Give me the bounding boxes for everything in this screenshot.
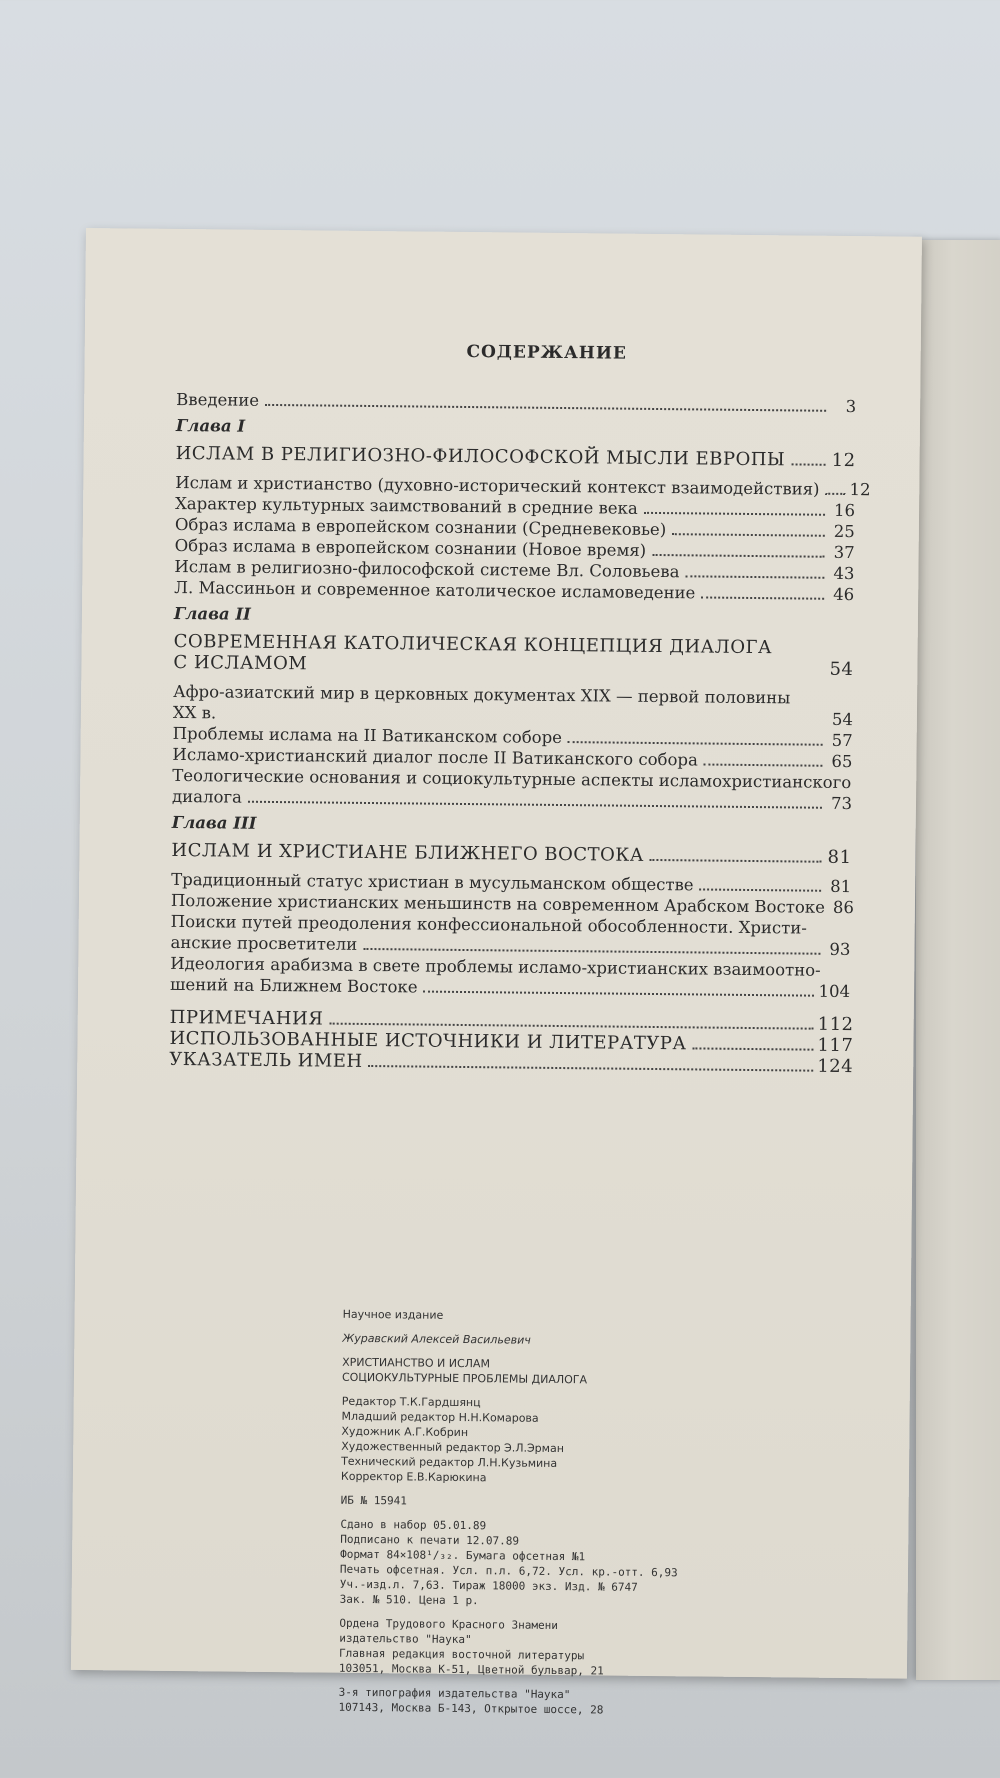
toc-entry-page: 12	[831, 449, 856, 472]
toc-entry-page: 25	[833, 521, 855, 542]
publisher-line: издательство "Наука"	[339, 1631, 472, 1647]
print-line: Уч.-изд.л. 7,63. Тираж 18000 экз. Изд. № 6747	[339, 1577, 638, 1594]
credit-line: Младший редактор Н.Н.Комарова	[341, 1409, 539, 1425]
toc-entry-page: 117	[817, 1034, 854, 1057]
book-title: ХРИСТИАНСТВО И ИСЛАМ	[342, 1355, 491, 1371]
print-line: Формат 84×108¹/₃₂. Бумага офсетная №1	[340, 1547, 586, 1564]
ib-number: ИБ № 15941	[340, 1493, 407, 1508]
toc-entry-title: Введение	[176, 389, 260, 410]
leader-dots	[248, 801, 822, 809]
print-line: Зак. № 510. Цена 1 р.	[339, 1592, 479, 1608]
publisher-line: 103051, Москва К-51, Цветной бульвар, 21	[338, 1661, 604, 1678]
book-page	[71, 228, 922, 1717]
chapter-label: Глава II	[173, 603, 251, 624]
toc-entry-page: 3	[845, 396, 857, 417]
printer-line: 107143, Москва Б-143, Открытое шоссе, 28	[338, 1700, 604, 1717]
imprint-block	[338, 1307, 762, 1719]
chapter-label: Глава III	[171, 812, 257, 833]
toc-entry-title: Положение христианских меньшинств на современном Арабском Востоке	[170, 890, 826, 917]
leader-dots	[568, 741, 823, 746]
publisher-details	[339, 1616, 760, 1680]
toc-entry-title: шений на Ближнем Востоке	[169, 974, 418, 997]
leader-dots	[265, 404, 826, 412]
leader-dots	[791, 463, 825, 465]
table-of-contents	[169, 339, 871, 1078]
toc-entry-intro	[176, 389, 856, 417]
printer-details	[338, 1685, 758, 1719]
author-name: Журавский Алексей Васильевич	[342, 1331, 531, 1347]
chapter-label: Глава I	[175, 415, 246, 436]
printer-line: 3-я типография издательства "Наука"	[338, 1685, 571, 1702]
leader-dots	[704, 763, 823, 766]
credits-list	[341, 1394, 762, 1488]
chapter-heading-text: СОВРЕМЕННАЯ КАТОЛИЧЕСКАЯ КОНЦЕПЦИЯ ДИАЛОГА	[173, 630, 773, 659]
toc-entry-page: 81	[830, 876, 852, 897]
toc-entry-title: Теологические основания и социокультурные аспекты исламохристианского	[172, 765, 852, 793]
toc-entry-title: Исламо-христианский диалог после II Ватиканского собора	[172, 744, 698, 770]
toc-entry-page: 112	[817, 1013, 854, 1036]
print-details	[340, 1517, 761, 1611]
leader-dots	[685, 575, 824, 578]
toc-entry-title: ПРИМЕЧАНИЯ	[169, 1006, 324, 1030]
leader-dots	[825, 493, 845, 495]
chapter-heading-text: С ИСЛАМОМ	[173, 651, 308, 675]
publisher-line: Главная редакция восточной литературы	[339, 1646, 585, 1663]
toc-entry-title: ИСПОЛЬЗОВАННЫЕ ИСТОЧНИКИ И ЛИТЕРАТУРА	[169, 1027, 687, 1055]
leader-dots	[701, 596, 824, 599]
print-line: Сдано в набор 05.01.89	[340, 1517, 487, 1533]
toc-entry-title: Проблемы ислама на II Ватиканском соборе	[172, 723, 563, 748]
toc-entry-page: 43	[833, 563, 855, 584]
toc-entry-title: Характер культурных заимствований в средние века	[175, 493, 638, 518]
toc-entry-page: 54	[831, 709, 853, 730]
toc-entry-title: диалога	[171, 786, 243, 807]
toc-entry-page: 57	[831, 730, 853, 751]
leader-dots	[363, 948, 820, 955]
leader-dots	[652, 554, 824, 558]
toc-entry-title: XX в.	[172, 702, 217, 723]
leader-space	[313, 667, 823, 674]
next-page-edge	[916, 240, 1000, 1680]
toc-entry-title: Образ ислама в европейском сознании (Средневековье)	[174, 514, 667, 540]
toc-entry-title: УКАЗАТЕЛЬ ИМЕН	[169, 1048, 363, 1072]
toc-entry-page: 46	[833, 584, 855, 605]
toc-entry-page: 54	[829, 658, 854, 681]
book-subtitle: СОЦИОКУЛЬТУРНЫЕ ПРОБЛЕМЫ ДИАЛОГА	[341, 1370, 588, 1387]
print-line: Печать офсетная. Усл. п.л. 6,72. Усл. кр.-отт. 6,93	[339, 1562, 678, 1580]
toc-entry-page: 81	[827, 846, 852, 869]
toc-entry-page: 65	[831, 751, 853, 772]
credit-line: Корректор Е.В.Карюкина	[340, 1469, 487, 1485]
toc-entry-title: Ислам и христианство (духовно-исторический контекст взаимодействия)	[175, 472, 820, 499]
toc-entry-title: Идеология арабизма в свете проблемы исламо-христианских взаимоотно-	[170, 953, 821, 980]
toc-entry-title: Традиционный статус христиан в мусульманском обществе	[171, 869, 694, 895]
leader-dots	[644, 512, 825, 516]
toc-entry-title: Поиски путей преодоления конфессиональной обособленности. Христи-	[170, 911, 808, 938]
toc-entry-title: Ислам в религиозно-философской системе Вл. Соловьева	[174, 556, 680, 582]
chapter-heading-text: ИСЛАМ В РЕЛИГИОЗНО-ФИЛОСОФСКОЙ МЫСЛИ ЕВРОПЫ	[175, 442, 786, 471]
toc-entry-title: Л. Массиньон и современное католическое исламоведение	[174, 577, 696, 603]
toc-entry-page: 104	[818, 981, 851, 1002]
print-line: Подписано к печати 12.07.89	[340, 1532, 520, 1548]
toc-entry-page: 12	[849, 480, 871, 500]
chapter-heading-text: ИСЛАМ И ХРИСТИАНЕ БЛИЖНЕГО ВОСТОКА	[171, 839, 645, 866]
toc-entry-title: Образ ислама в европейском сознании (Новое время)	[174, 535, 647, 560]
credit-line: Технический редактор Л.Н.Кузьмина	[341, 1454, 558, 1471]
toc-entry-page: 16	[833, 500, 856, 521]
edition-type: Научное издание	[342, 1307, 444, 1322]
leader-dots	[650, 859, 822, 863]
toc-entry-title: Афро-азиатский мир в церковных документах XIX — первой половины	[173, 681, 791, 708]
credit-line: Художественный редактор Э.Л.Эрман	[341, 1439, 565, 1456]
toc-title: СОДЕРЖАНИЕ	[466, 341, 628, 364]
toc-entry-page: 86	[832, 897, 855, 918]
toc-entry-page: 93	[829, 939, 851, 960]
credit-line: Художник А.Г.Кобрин	[341, 1424, 469, 1440]
leader-dots	[700, 888, 822, 891]
toc-entry-page: 124	[817, 1055, 854, 1078]
toc-entry-page: 73	[830, 793, 853, 814]
leader-dots	[423, 991, 814, 997]
credit-line: Редактор Т.К.Гардшянц	[341, 1394, 481, 1410]
publisher-line: Ордена Трудового Красного Знамени	[339, 1616, 559, 1633]
leader-dots	[329, 1023, 813, 1030]
leader-dots	[692, 1047, 813, 1050]
toc-entry-title: анские просветители	[170, 932, 358, 954]
toc-entry-page: 37	[833, 542, 855, 563]
leader-space	[827, 911, 831, 913]
leader-dots	[369, 1065, 814, 1072]
leader-dots	[672, 533, 825, 537]
